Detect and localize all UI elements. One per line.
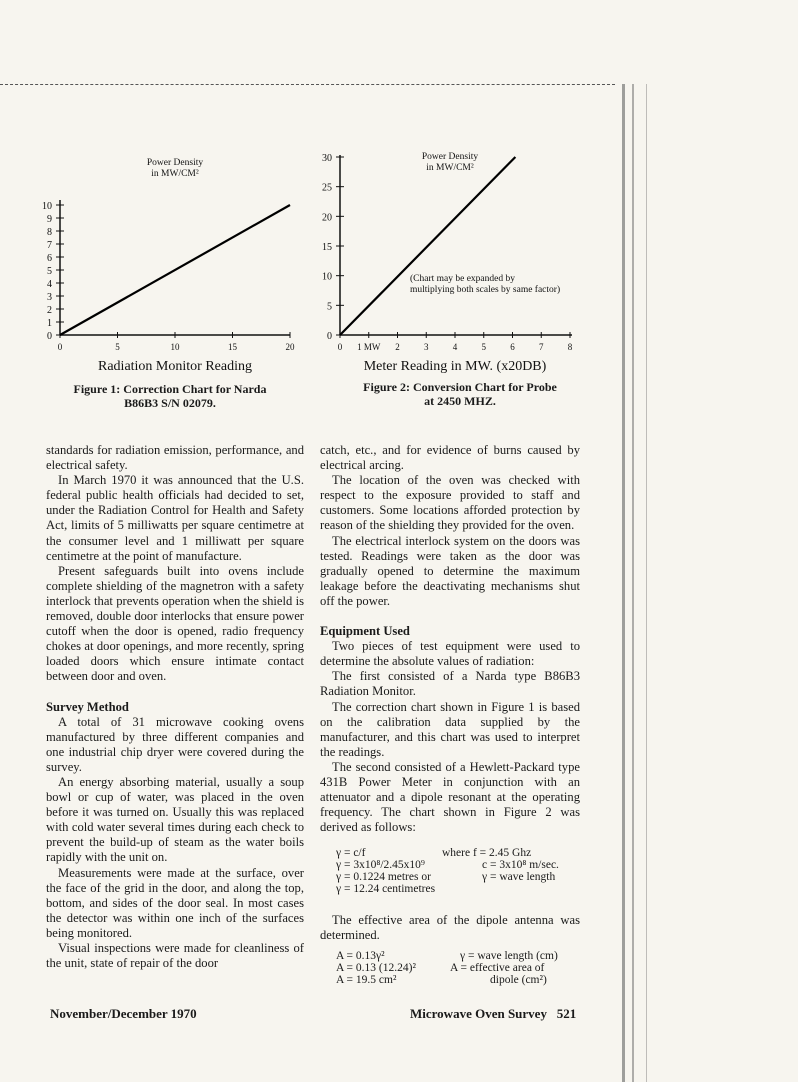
paragraph: standards for radiation emission, performance, and electrical safety. (46, 443, 304, 473)
top-rule (0, 84, 615, 85)
formula: where f = 2.45 Ghz (442, 847, 532, 860)
x-tick-label: 7 (539, 342, 544, 352)
y-tick-label: 0 (327, 331, 332, 342)
fig2-xlabel: Meter Reading in MW. (x20DB) (363, 359, 547, 374)
caption-line: at 2450 MHZ. (424, 394, 496, 408)
footer-title-page: Microwave Oven Survey 521 (410, 1006, 577, 1021)
formula: γ = 0.1224 metres or (336, 871, 431, 884)
formula: γ = 12.24 centimetres (336, 883, 436, 896)
section-heading: Survey Method (46, 699, 129, 714)
paragraph: The electrical interlock system on the doors was tested. Readings were taken as the door was gradually opened to determine the maximum leakage before the deactivating mechanisms shut off the power. (320, 533, 580, 608)
paragraph: A total of 31 microwave cooking ovens manufactured by three different companies and one industrial chip dryer were covered during the survey. (46, 714, 304, 774)
x-tick-label: 3 (424, 342, 429, 352)
y-tick-label: 10 (322, 271, 332, 283)
section-heading: Equipment Used (320, 624, 410, 639)
series-line (340, 157, 515, 335)
paragraph: The location of the oven was checked with respect to the exposure provided to staff and customers. Some locations afforded protection by reason of the shielding they provided for the oven. (320, 473, 580, 533)
y-tick-label: 10 (42, 201, 52, 212)
formula: A = effective area of (450, 961, 545, 974)
paragraph: In March 1970 it was announced that the U.S. federal public health officials had decided to set, under the Radiation Control for Health and Safety Act, limits of 5 milliwatts per square centimetre at the consumer level and 1 milliwatt per square centimetre at the point of manufacture. (46, 473, 304, 563)
formula: A = 19.5 cm² (336, 973, 397, 986)
y-tick-label: 8 (47, 227, 52, 238)
y-tick-label: 5 (47, 266, 52, 277)
y-tick-label: 15 (322, 242, 332, 253)
x-tick-label: 5 (481, 342, 486, 352)
binding-edge (646, 84, 647, 1082)
footer-date: November/December 1970 (50, 1006, 197, 1021)
paragraph: The effective area of the dipole antenna was determined. (320, 913, 580, 943)
y-tick-label: 9 (47, 214, 52, 225)
x-tick-label: 0 (57, 342, 63, 352)
area-formulas (320, 950, 580, 990)
figure-1-caption (40, 382, 300, 410)
x-tick-label: 15 (228, 342, 237, 352)
figure-1-chart (0, 145, 310, 380)
caption-line: Figure 1: Correction Chart for Narda (73, 382, 267, 396)
formula: A = 0.13γ² (336, 949, 385, 962)
fig2-annotation-2: multiplying both scales by same factor) (410, 285, 561, 295)
y-tick-label: 3 (47, 292, 52, 303)
paragraph: Present safeguards built into ovens include complete shielding of the magnetron with a safety interlock that prevents operation when the shield is removed, double door interlocks that ensure power cutoff when the door is opened, radio frequency chokes at door openings, and more recently, spring loaded doors which ensure intimate contact between door and oven. (46, 563, 304, 684)
fig2-ylabel-1: Power Density (421, 152, 479, 162)
formula: c = 3x10⁸ m/sec. (482, 859, 559, 872)
formula: γ = 3x10⁸/2.45x10⁹ (336, 859, 425, 872)
y-tick-label: 20 (322, 212, 332, 224)
paragraph: An energy absorbing material, usually a soup bowl or cup of water, was placed in the oven before it was turned on. Usually this was replaced with cold water several times during each check to prevent the build-up of steam as the water boils rapidly with the unit on. (46, 774, 304, 865)
y-tick-label: 0 (47, 331, 52, 342)
fig1-ylabel-1: Power Density (146, 158, 204, 168)
y-tick-label: 7 (47, 240, 52, 251)
paragraph: The correction chart shown in Figure 1 is based on the calibration data supplied by the manufacturer, and this chart was used to interpret the readings. (320, 699, 580, 759)
x-tick-label: 10 (170, 342, 180, 352)
paragraph: Visual inspections were made for cleanliness of the unit, state of repair of the door (46, 941, 304, 971)
formula: γ = wave length (482, 871, 556, 884)
y-tick-label: 4 (47, 279, 52, 290)
fig2-ylabel-2: in MW/CM² (426, 163, 474, 173)
x-tick-label: 6 (510, 342, 515, 352)
paragraph: The second consisted of a Hewlett-Packard type 431B Power Meter in conjunction with an attenuator and a dipole resonant at the operating frequency. The chart shown in Figure 2 was derived as follows: (320, 759, 580, 835)
caption-line: B86B3 S/N 02079. (124, 396, 216, 410)
wavelength-formulas (320, 847, 580, 897)
y-tick-label: 1 (47, 318, 52, 329)
x-tick-label: 4 (452, 342, 458, 352)
fig1-xlabel: Radiation Monitor Reading (98, 359, 252, 374)
formula: A = 0.13 (12.24)² (336, 961, 416, 974)
binding-edge (622, 84, 625, 1082)
x-tick-label: 1 MW (357, 342, 381, 352)
x-tick-label: 5 (115, 342, 120, 352)
formula: γ = c/f (336, 847, 366, 860)
y-tick-label: 30 (322, 153, 332, 164)
y-tick-label: 2 (47, 305, 52, 316)
paragraph: Two pieces of test equipment were used to determine the absolute values of radiation: (320, 639, 580, 669)
x-tick-label: 8 (567, 342, 573, 352)
series-line (60, 205, 290, 335)
y-tick-label: 25 (322, 182, 332, 194)
x-tick-label: 2 (395, 342, 400, 352)
x-tick-label: 0 (337, 342, 343, 352)
paragraph: Measurements were made at the surface, over the face of the grid in the door, and along the top, bottom, and sides of the door seal. In most cases the detector was within one inch of the surfaces being monitored. (46, 865, 304, 940)
caption-line: Figure 2: Conversion Chart for Probe (363, 380, 557, 394)
y-tick-label: 5 (327, 301, 332, 313)
right-text-column (320, 443, 580, 990)
formula: γ = wave length (cm) (460, 949, 558, 962)
paragraph: catch, etc., and for evidence of burns caused by electrical arcing. (320, 443, 580, 473)
left-text-column (46, 443, 304, 971)
figure-2-chart (310, 145, 610, 380)
figure-2-caption (330, 380, 590, 408)
paragraph: The first consisted of a Narda type B86B3 Radiation Monitor. (320, 669, 580, 699)
fig1-ylabel-2: in MW/CM² (151, 169, 199, 179)
fig2-annotation-1: (Chart may be expanded by (410, 274, 515, 284)
binding-edge (632, 84, 634, 1082)
formula: dipole (cm²) (490, 973, 547, 986)
x-tick-label: 20 (285, 342, 295, 352)
y-tick-label: 6 (47, 253, 52, 264)
